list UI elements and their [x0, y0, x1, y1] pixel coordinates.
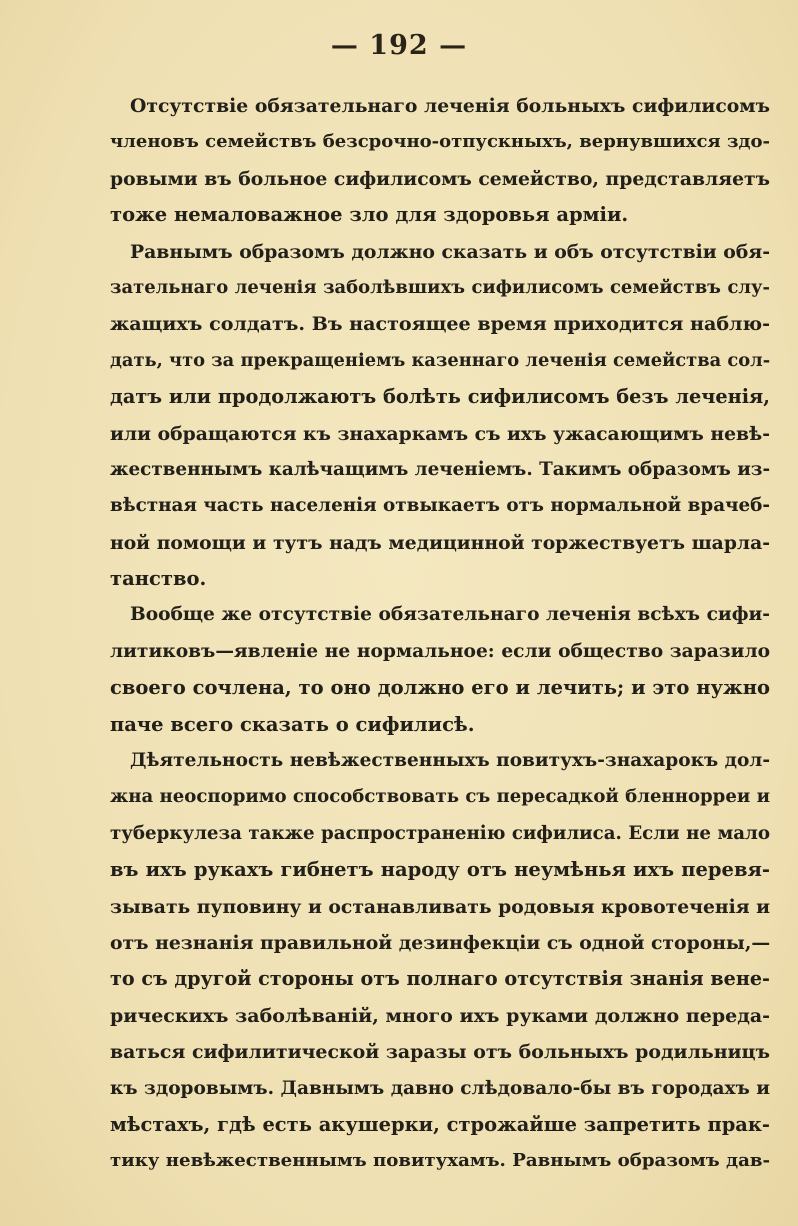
- text-line: ной помощи и тутъ надъ медицинной торжествуетъ шарла-: [110, 531, 770, 554]
- text-line: Дѣятельность невѣжественныхъ повитухъ-знахарокъ дол-: [130, 750, 771, 772]
- text-line: или обращаются къ знахаркамъ съ ихъ ужасающимъ невѣ-: [110, 422, 770, 445]
- text-line: рическихъ заболѣваній, много ихъ руками должно переда-: [110, 1004, 770, 1027]
- text-line: тику невѣжественнымъ повитухамъ. Равнымъ образомъ дав-: [110, 1150, 770, 1172]
- text-line: танство.: [110, 567, 207, 591]
- text-line: мѣстахъ, гдѣ есть акушерки, строжайше запретить прак-: [110, 1112, 770, 1136]
- text-line: членовъ семействъ безсрочно-отпускныхъ, вернувшихся здо-: [110, 131, 770, 153]
- text-line: литиковъ—явленіе не нормальное: если общество заразило: [110, 640, 770, 662]
- text-line: датъ или продолжаютъ болѣть сифилисомъ безъ леченія,: [110, 385, 770, 409]
- paragraph-3: [110, 597, 770, 743]
- text-line: жна неоспоримо способствовать съ пересадкой бленнорреи и: [110, 786, 770, 808]
- text-line: вѣстная часть населенія отвыкаетъ отъ нормальной врачеб-: [110, 495, 770, 517]
- text-line: своего сочлена, то оно должно его и лечить; и это нужно: [110, 676, 770, 700]
- text-line: отъ незнанія правильной дезинфекціи съ одной стороны,—: [110, 931, 771, 954]
- body-text: [110, 88, 771, 1180]
- text-line: ваться сифилитической заразы отъ больныхъ родильницъ: [110, 1041, 770, 1064]
- text-line: туберкулеза также распространенію сифилиса. Если не мало: [110, 822, 770, 844]
- text-line: Отсутствіе обязательнаго леченія больныхъ сифилисомъ: [130, 95, 770, 117]
- text-line: ровыми въ больное сифилисомъ семейство, представляетъ: [110, 167, 770, 190]
- paragraph-2: [110, 234, 771, 598]
- text-line: жащихъ солдатъ. Въ настоящее время приходится наблю-: [110, 312, 770, 336]
- paragraph-1: [110, 88, 770, 234]
- text-line: паче всего сказать о сифилисѣ.: [110, 712, 475, 736]
- text-line: дать, что за прекращеніемъ казеннаго леченія семейства сол-: [110, 349, 771, 371]
- text-line: Вообще же отсутствіе обязательнаго леченія всѣхъ сифи-: [130, 604, 770, 626]
- text-line: то съ другой стороны отъ полнаго отсутствія знанія вене-: [110, 967, 770, 991]
- paragraph-4: [110, 743, 771, 1180]
- text-line: тоже немаловажное зло для здоровья арміи.: [110, 203, 629, 227]
- text-line: въ ихъ рукахъ гибнетъ народу отъ неумѣнья ихъ перевя-: [110, 858, 770, 882]
- page-number: — 192 —: [330, 30, 468, 61]
- text-line: Равнымъ образомъ должно сказать и объ отсутствіи обя-: [130, 240, 770, 263]
- text-line: зательнаго леченія заболѣвшихъ сифилисомъ семействъ слу-: [110, 276, 770, 298]
- text-line: зывать пуповину и останавливать родовыя кровотеченія и: [110, 895, 771, 918]
- text-line: жественнымъ калѣчащимъ леченіемъ. Такимъ образомъ из-: [110, 458, 771, 480]
- text-line: къ здоровымъ. Давнымъ давно слѣдовало-бы въ городахъ и: [110, 1077, 770, 1099]
